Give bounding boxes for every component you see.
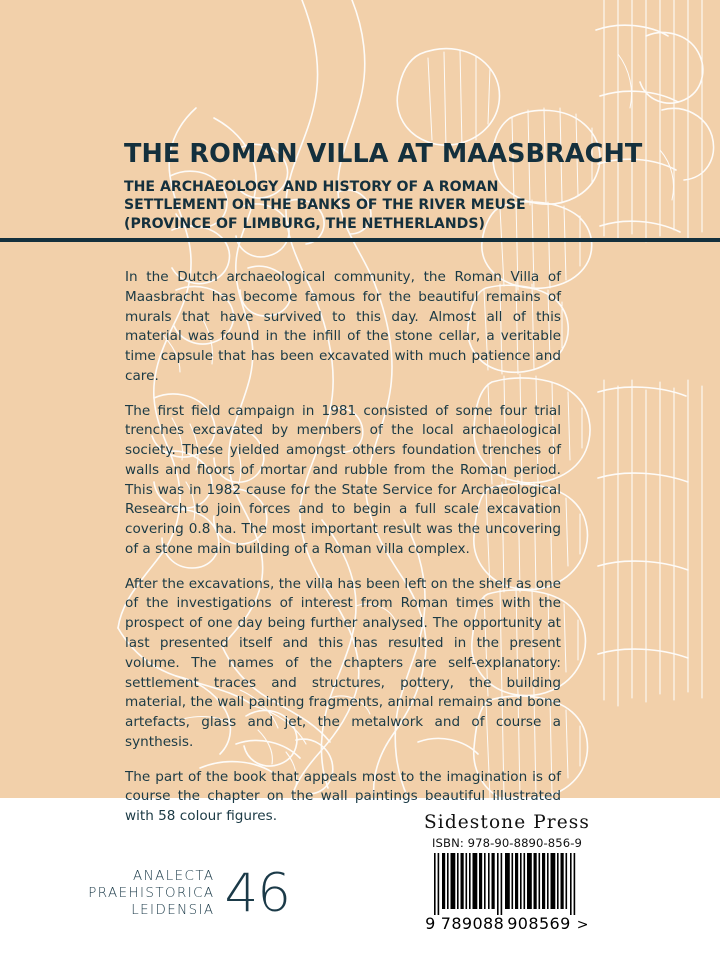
isbn-value: 978-90-8890-856-9 [467, 836, 582, 850]
title-divider-rule [0, 238, 720, 242]
isbn-line [372, 836, 642, 850]
barcode-trailing-mark: > [576, 917, 589, 933]
publisher-block [372, 812, 642, 933]
series-line-2: PRAEHISTORICA [88, 886, 215, 902]
barcode-bars [431, 853, 583, 915]
barcode-lead-digit: 9 [425, 914, 436, 933]
series-name [88, 868, 214, 919]
back-cover-blurb [125, 268, 561, 827]
subtitle-line-2: SETTLEMENT ON THE BANKS OF THE RIVER MEUSE [124, 197, 526, 214]
book-subtitle [124, 178, 594, 234]
barcode-group-1: 789088 [440, 914, 505, 933]
blurb-paragraph-2: The first field campaign in 1981 consisted of some four trial trenches excavated by members of the local archaeological society. These yielded amongst others foundation trenches of walls and floors of mortar and rubble from the Roman period. This was in 1982 cause for the State Service for Archaeological Research to join forces and to begin a full scale excavation covering 0.8 ha. The most important result was the uncovering of a stone main building of a Roman villa complex. [125, 402, 561, 557]
subtitle-line-3: (PROVINCE OF LIMBURG, THE NETHERLANDS) [124, 215, 485, 232]
series-line-3: LEIDENSIA [131, 903, 215, 919]
isbn-label: ISBN: [432, 836, 464, 850]
series-line-1: ANALECTA [133, 869, 215, 884]
isbn-barcode [372, 853, 642, 933]
barcode-digits [425, 914, 589, 933]
subtitle-line-1: THE ARCHAEOLOGY AND HISTORY OF A ROMAN [124, 178, 499, 195]
book-title: THE ROMAN VILLA AT MAASBRACHT [124, 139, 643, 169]
publisher-name: Sidestone Press [424, 812, 590, 833]
title-block [124, 139, 643, 233]
series-logo [30, 863, 290, 925]
barcode-group-2: 908569 [507, 914, 571, 933]
blurb-paragraph-4: The part of the book that appeals most to the imagination is of course the chapter on the wall paintings beautiful illustrated with 58 colour figures. [125, 768, 561, 825]
series-volume-number: 46 [224, 863, 290, 925]
blurb-paragraph-3: After the excavations, the villa has been left on the shelf as one of the investigations of interest from Roman times with the prospect of one day being further analysed. The opportunity at last presented itself and this has resulted in the present volume. The names of the chapters are self-explanatory: settlement traces and structures, pottery, the building material, the wall painting fragments, animal remains and bone artefacts, glass and jet, the metalwork and of course a synthesis. [125, 575, 561, 750]
blurb-paragraph-1: In the Dutch archaeological community, the Roman Villa of Maasbracht has become famous for the beautiful remains of murals that have survived to this day. Almost all of this material was found in the infill of the stone cellar, a veritable time capsule that has been excavated with much patience and care. [125, 269, 561, 384]
